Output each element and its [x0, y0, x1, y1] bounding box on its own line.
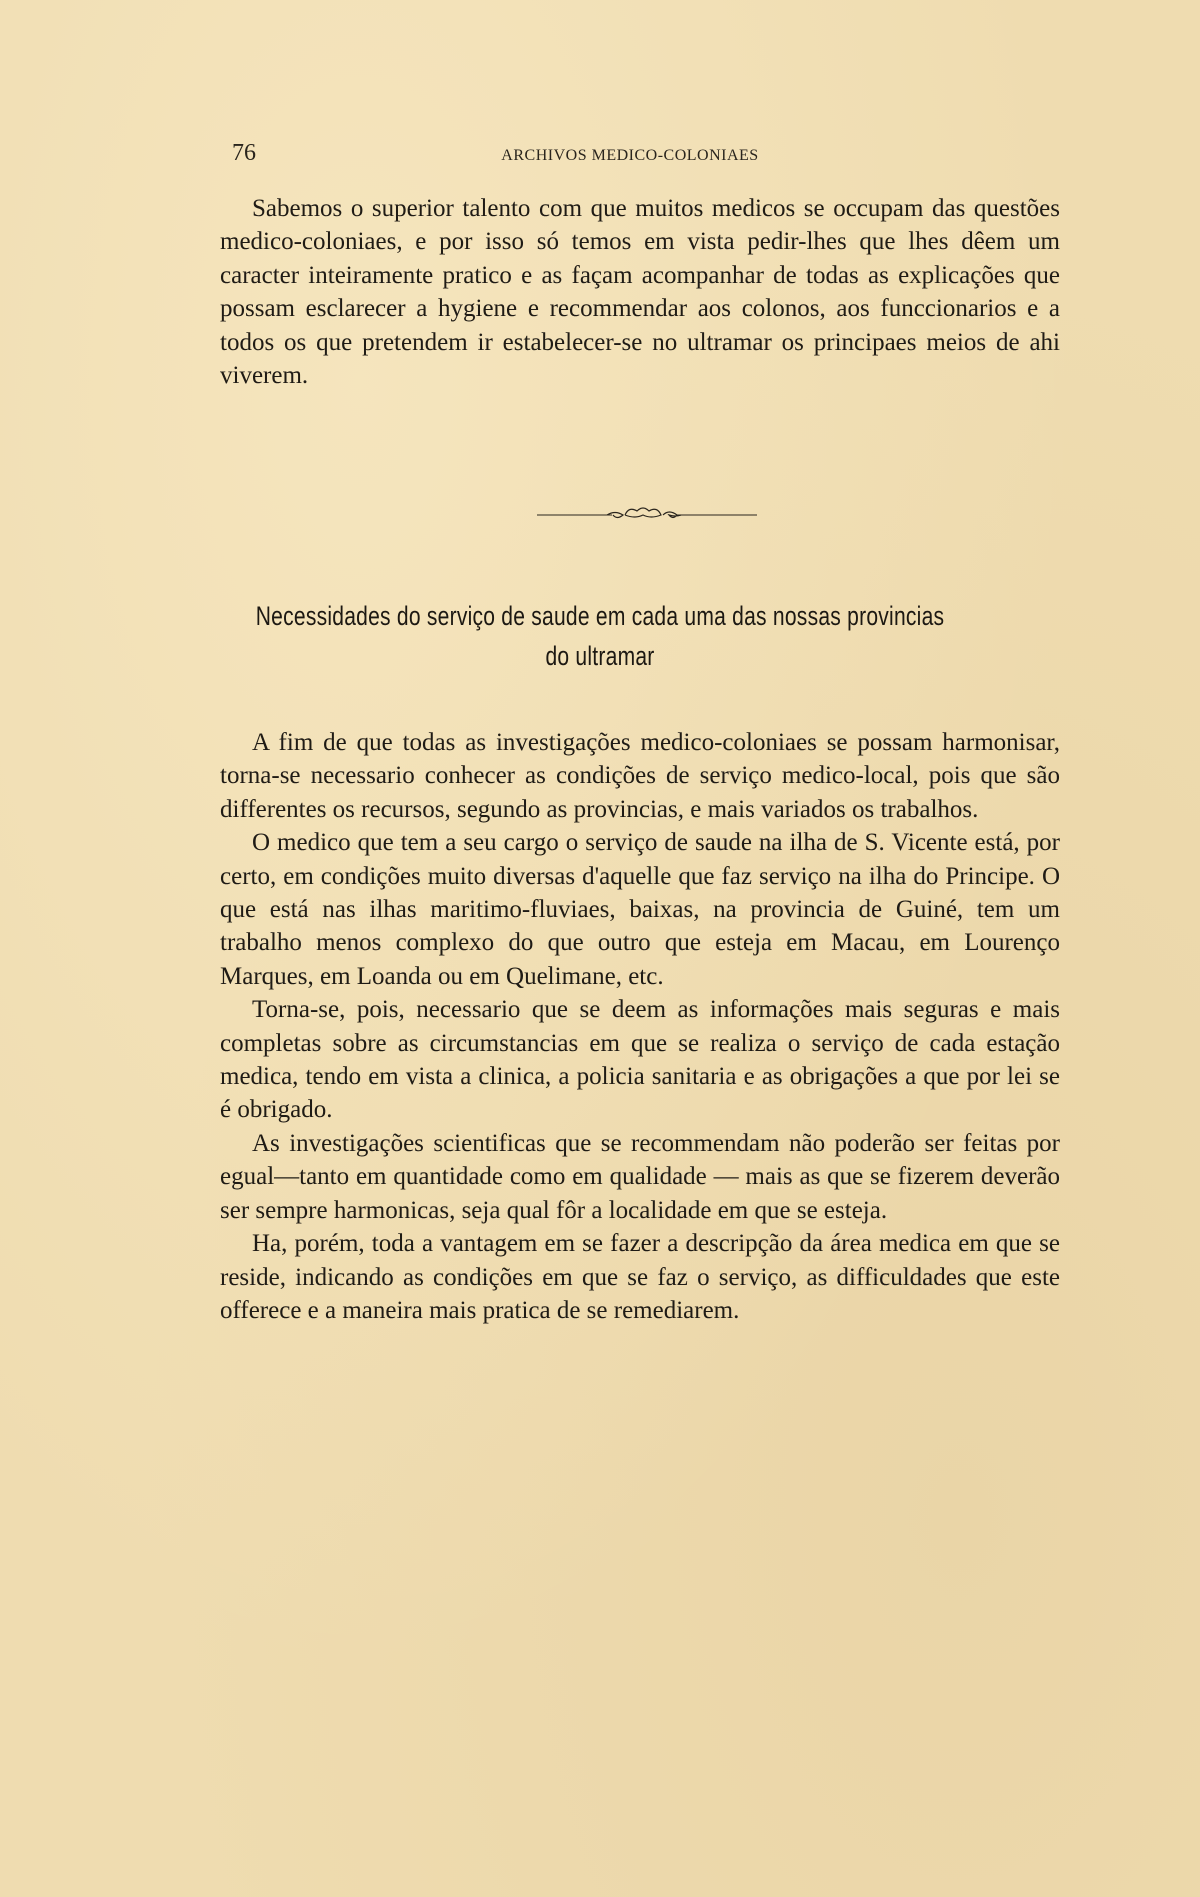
decorative-divider-icon [537, 505, 757, 525]
paragraph: As investigações scientificas que se recommendam não poderão ser feitas por egual—tanto em quantidade como em qualidade — mais as que se fizerem deverão ser sempre harmonicas, seja qual fôr a localidade em que se esteja. [220, 1129, 1060, 1224]
section-title [132, 596, 1068, 676]
running-head: ARCHIVOS MEDICO-COLONIAES [501, 147, 759, 164]
paragraph: O medico que tem a seu cargo o serviço de saude na ilha de S. Vicente está, por certo, em condições muito diversas d'aquelle que faz serviço na ilha do Principe. O que está nas ilhas maritimo-fluviaes, baixas, na provincia de Guiné, tem um trabalho menos complexo do que outro que esteja em Macau, em Lourenço Marques, em Loanda ou em Quelimane, etc. [220, 829, 1060, 990]
section-body [220, 726, 1060, 1327]
paragraph: Sabemos o superior talento com que muitos medicos se occupam das questões medico-coloniaes, e por isso só temos em vista pedir-lhes que lhes dêem um caracter inteiramente pratico e as façam acompanhar de todas as explicações que possam esclarecer a hygiene e recommendar aos colonos, aos funccionarios e a todos os que pretendem ir estabelecer-se no ultramar os principaes meios de ahi viverem. [220, 195, 1060, 390]
section-title-line: Necessidades do serviço de saude em cada uma das nossas provincias [255, 601, 945, 631]
page-number: 76 [232, 140, 256, 166]
intro-text [220, 192, 1060, 392]
section-title-line: do ultramar [545, 641, 655, 671]
paragraph: A fim de que todas as investigações medico-coloniaes se possam harmonisar, torna-se necessario conhecer as condições de serviço medico-local, pois que são differentes os recursos, segundo as provincias, e mais variados os trabalhos. [220, 729, 1060, 823]
paragraph: Torna-se, pois, necessario que se deem as informações mais seguras e mais completas sobre as circumstancias em que se realiza o serviço de cada estação medica, tendo em vista a clinica, a policia sanitaria e as obrigações a que por lei se é obrigado. [220, 996, 1060, 1124]
paragraph: Ha, porém, toda a vantagem em se fazer a descripção da área medica em que se reside, indicando as condições em que se faz o serviço, as difficuldades que este offerece e a maneira mais pratica de se remediarem. [220, 1230, 1060, 1324]
